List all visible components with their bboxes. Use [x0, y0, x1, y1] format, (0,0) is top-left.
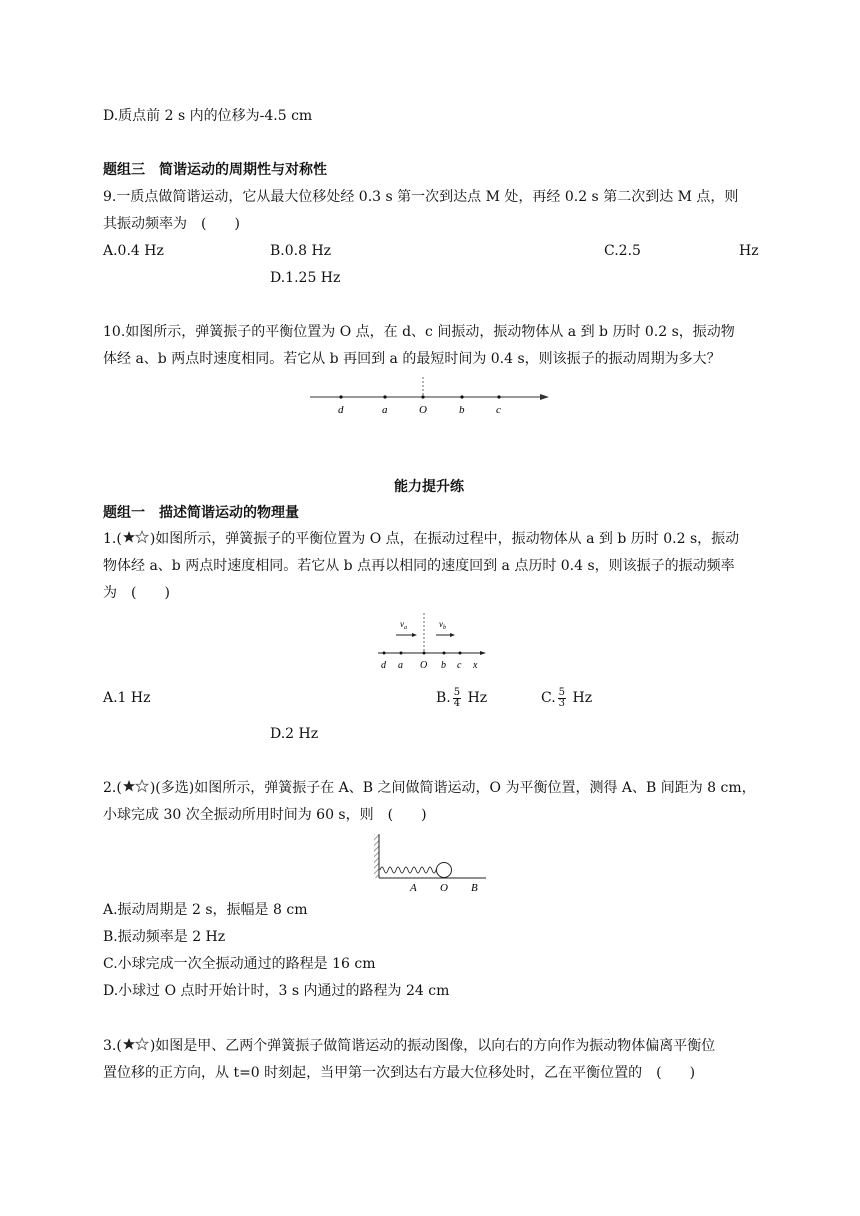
p1-label-b: b: [441, 660, 446, 671]
p1-vb-label: $v_b$: [439, 619, 446, 631]
p1-label-o: O: [420, 660, 428, 671]
q9-option-b: B.0.8 Hz: [270, 243, 332, 259]
p2-label-a: A: [410, 882, 417, 894]
q10-label-b: b: [459, 404, 465, 416]
section-title: 能力提升练: [394, 479, 464, 495]
q9-option-a: A.0.4 Hz: [103, 243, 164, 259]
p1-label-c: c: [457, 660, 462, 671]
p2-label-b: B: [471, 882, 478, 894]
p2-option-c: C.小球完成一次全振动通过的路程是 16 cm: [103, 956, 376, 972]
p2-text1: )(多选)如图所示，弹簧振子在 A、B 之间做简谐运动，O 为平衡位置，测得 A、B 间距为 8 cm，: [149, 780, 756, 796]
q9-option-d: D.1.25 Hz: [270, 270, 341, 286]
p2-figure: [370, 832, 490, 894]
q10-line1: 10.如图所示，弹簧振子的平衡位置为 O 点，在 d、c 间振动，振动物体从 a 到 b 历时 0.2 s，振动物: [103, 324, 735, 340]
q9-option-c-unit: Hz: [739, 243, 759, 259]
p1-label-x: x: [473, 660, 478, 671]
p2-line1: [103, 778, 756, 798]
p1-option-c: C. $\frac{5}{3}$ Hz: [541, 686, 593, 709]
p2-number: 2.(: [103, 780, 122, 796]
p3-line2: 置位移的正方向，从 t=0 时刻起，当甲第一次到达右方最大位移处时，乙在平衡位置的 ( ): [103, 1065, 696, 1081]
p3-line1: [103, 1036, 715, 1056]
group1-heading: 题组一 描述简谐运动的物理量: [103, 505, 299, 521]
group3-heading: 题组三 简谐运动的周期性与对称性: [103, 162, 327, 178]
p2-label-o: O: [440, 882, 448, 894]
p1-line2: 物体经 a、b 两点时速度相同。若它从 b 点再以相同的速度回到 a 点历时 0.4 s，则该振子的振动频率: [103, 558, 735, 574]
p3-text1: )如图是甲、乙两个弹簧振子做简谐运动的振动图像，以向右的方向作为振动物体偏离平衡位: [149, 1038, 716, 1054]
q10-label-o: O: [419, 404, 427, 416]
p1-text1: )如图所示，弹簧振子的平衡位置为 O 点，在振动过程中，振动物体从 a 到 b 历时 0.2 s，振动: [149, 531, 740, 547]
p1-line1: [103, 529, 739, 549]
q10-label-c: c: [496, 404, 501, 416]
p1-option-b: B. $\frac{5}{4}$ Hz: [436, 686, 488, 709]
p1-option-a: A.1 Hz: [103, 690, 151, 706]
p2-option-d: D.小球过 O 点时开始计时，3 s 内通过的路程为 24 cm: [103, 983, 450, 999]
p2-line2: 小球完成 30 次全振动所用时间为 60 s，则 ( ): [103, 807, 427, 823]
p2-option-a: A.振动周期是 2 s，振幅是 8 cm: [103, 902, 308, 918]
difficulty-stars-icon: [122, 530, 150, 544]
p1-label-d: d: [381, 660, 386, 671]
p1-option-d: D.2 Hz: [270, 726, 319, 742]
p1-option-b-fraction: $\frac{5}{4}$: [453, 686, 461, 709]
q10-label-d: d: [338, 404, 344, 416]
p1-figure: [372, 613, 492, 671]
q9-option-c: C.2.5: [604, 243, 641, 259]
p2-option-b: B.振动频率是 2 Hz: [103, 929, 226, 945]
difficulty-stars-icon: [122, 779, 150, 793]
p1-label-a: a: [398, 660, 403, 671]
p1-option-c-fraction: $\frac{5}{3}$: [558, 686, 566, 709]
q10-figure: [305, 375, 555, 417]
difficulty-stars-icon: [122, 1037, 150, 1051]
q9-line1: 9.一质点做简谐运动，它从最大位移处经 0.3 s 第一次到达点 M 处，再经 0.2 s 第二次到达 M 点，则: [103, 189, 739, 205]
q10-line2: 体经 a、b 两点时速度相同。若它从 b 再回到 a 的最短时间为 0.4 s，则该振子的振动周期为多大？: [103, 351, 721, 367]
p1-va-label: $v_a$: [400, 619, 407, 631]
q8-option-d: D.质点前 2 s 内的位移为-4.5 cm: [103, 108, 313, 124]
p1-number: 1.(: [103, 531, 122, 547]
p3-number: 3.(: [103, 1038, 122, 1054]
q10-label-a: a: [382, 404, 388, 416]
p1-line3: 为 ( ): [103, 585, 170, 601]
q9-line2: 其振动频率为 ( ): [103, 216, 240, 232]
